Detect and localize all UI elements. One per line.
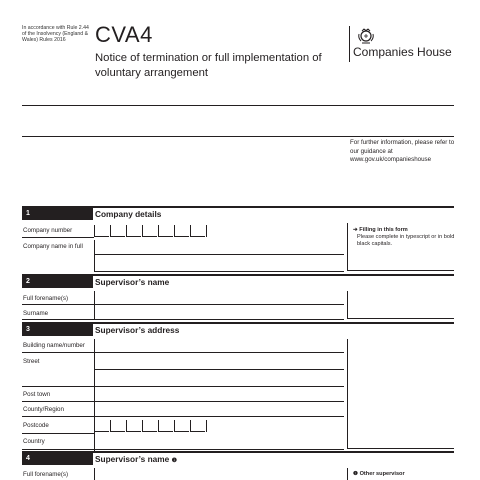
rule-note: In accordance with Rule 2.44 of the Insolvency (England & Wales) Rules 2016: [22, 25, 89, 44]
digit-box[interactable]: [110, 420, 125, 432]
surname-label: Surname: [23, 310, 49, 317]
company-name-input-line-1[interactable]: [94, 254, 344, 255]
building-input[interactable]: [22, 352, 344, 353]
county-label: County/Region: [23, 406, 64, 413]
form-title: Notice of termination or full implementation of voluntary arrangement: [95, 52, 322, 79]
brand-divider: [349, 26, 350, 62]
section-2-title: Supervisor’s name: [95, 277, 170, 287]
post-town-input[interactable]: [22, 401, 344, 402]
royal-crest-icon: [356, 26, 376, 46]
section-3-number: 3: [22, 324, 93, 336]
side-box: [347, 291, 454, 319]
info-marker-icon: ❶: [171, 458, 177, 464]
field-edge: [94, 240, 95, 272]
filling-guidance-text: Please complete in typescript or in bold black capitals.: [357, 234, 455, 247]
forenames-4-label: Full forename(s): [23, 471, 69, 478]
county-input[interactable]: [22, 416, 344, 417]
digit-box[interactable]: [126, 420, 141, 432]
label-underline: [22, 237, 94, 238]
digit-box[interactable]: [94, 225, 109, 237]
digit-box[interactable]: [190, 420, 205, 432]
side-box: [347, 339, 454, 449]
filling-guidance-title: [353, 227, 408, 233]
post-town-label: Post town: [23, 391, 51, 398]
header-rule-1: [22, 105, 454, 106]
surname-input[interactable]: [22, 319, 344, 320]
other-supervisor-note: [353, 471, 405, 477]
digit-box[interactable]: [190, 225, 205, 237]
header-rule-2: [22, 136, 454, 137]
further-info: For further information, please refer to our guidance at www.gov.uk/companieshouse: [350, 139, 455, 163]
country-input[interactable]: [22, 449, 344, 450]
section-1-title: Company details: [95, 209, 162, 219]
postcode-label: Postcode: [23, 422, 49, 429]
company-number-label: Company number: [23, 227, 73, 234]
digit-box[interactable]: [174, 420, 189, 432]
label-underline: [22, 304, 94, 305]
street-input-line-2[interactable]: [22, 386, 344, 387]
company-name-input-line-2[interactable]: [94, 271, 344, 272]
arrow-right-icon: ➔: [353, 227, 358, 233]
company-name-label: Company name in full: [23, 243, 83, 250]
postcode-input[interactable]: [94, 419, 222, 433]
digit-box[interactable]: [158, 225, 173, 237]
section-1-number: 1: [22, 208, 93, 220]
field-edge: [347, 468, 348, 480]
label-underline: [22, 433, 94, 434]
section-4-title: [95, 454, 177, 464]
section-3-title: Supervisor’s address: [95, 325, 180, 335]
digit-box[interactable]: [126, 225, 141, 237]
building-label: Building name/number: [23, 342, 85, 349]
form-code: CVA4: [95, 22, 153, 47]
street-label: Street: [23, 358, 40, 365]
field-edge: [94, 291, 95, 319]
digit-box[interactable]: [206, 225, 221, 237]
digit-box[interactable]: [158, 420, 173, 432]
digit-box[interactable]: [142, 225, 157, 237]
section-4-title-text: Supervisor’s name: [95, 454, 170, 464]
country-label: Country: [23, 438, 45, 445]
filling-title-text: Filling in this form: [359, 227, 408, 233]
digit-box[interactable]: [174, 225, 189, 237]
brand-name: Companies House: [353, 45, 452, 59]
digit-box[interactable]: [94, 420, 109, 432]
company-number-input[interactable]: [94, 223, 222, 237]
forenames-input[interactable]: [94, 304, 344, 305]
other-supervisor-text: Other supervisor: [359, 471, 405, 477]
digit-box[interactable]: [206, 420, 221, 432]
forenames-label: Full forename(s): [23, 295, 69, 302]
section-4-number: 4: [22, 453, 93, 465]
info-marker-icon: ❶: [353, 471, 359, 477]
digit-box[interactable]: [142, 420, 157, 432]
digit-box[interactable]: [110, 225, 125, 237]
field-edge: [94, 468, 95, 480]
street-input-line-1[interactable]: [94, 369, 344, 370]
section-2-number: 2: [22, 276, 93, 288]
field-edge: [94, 339, 95, 451]
